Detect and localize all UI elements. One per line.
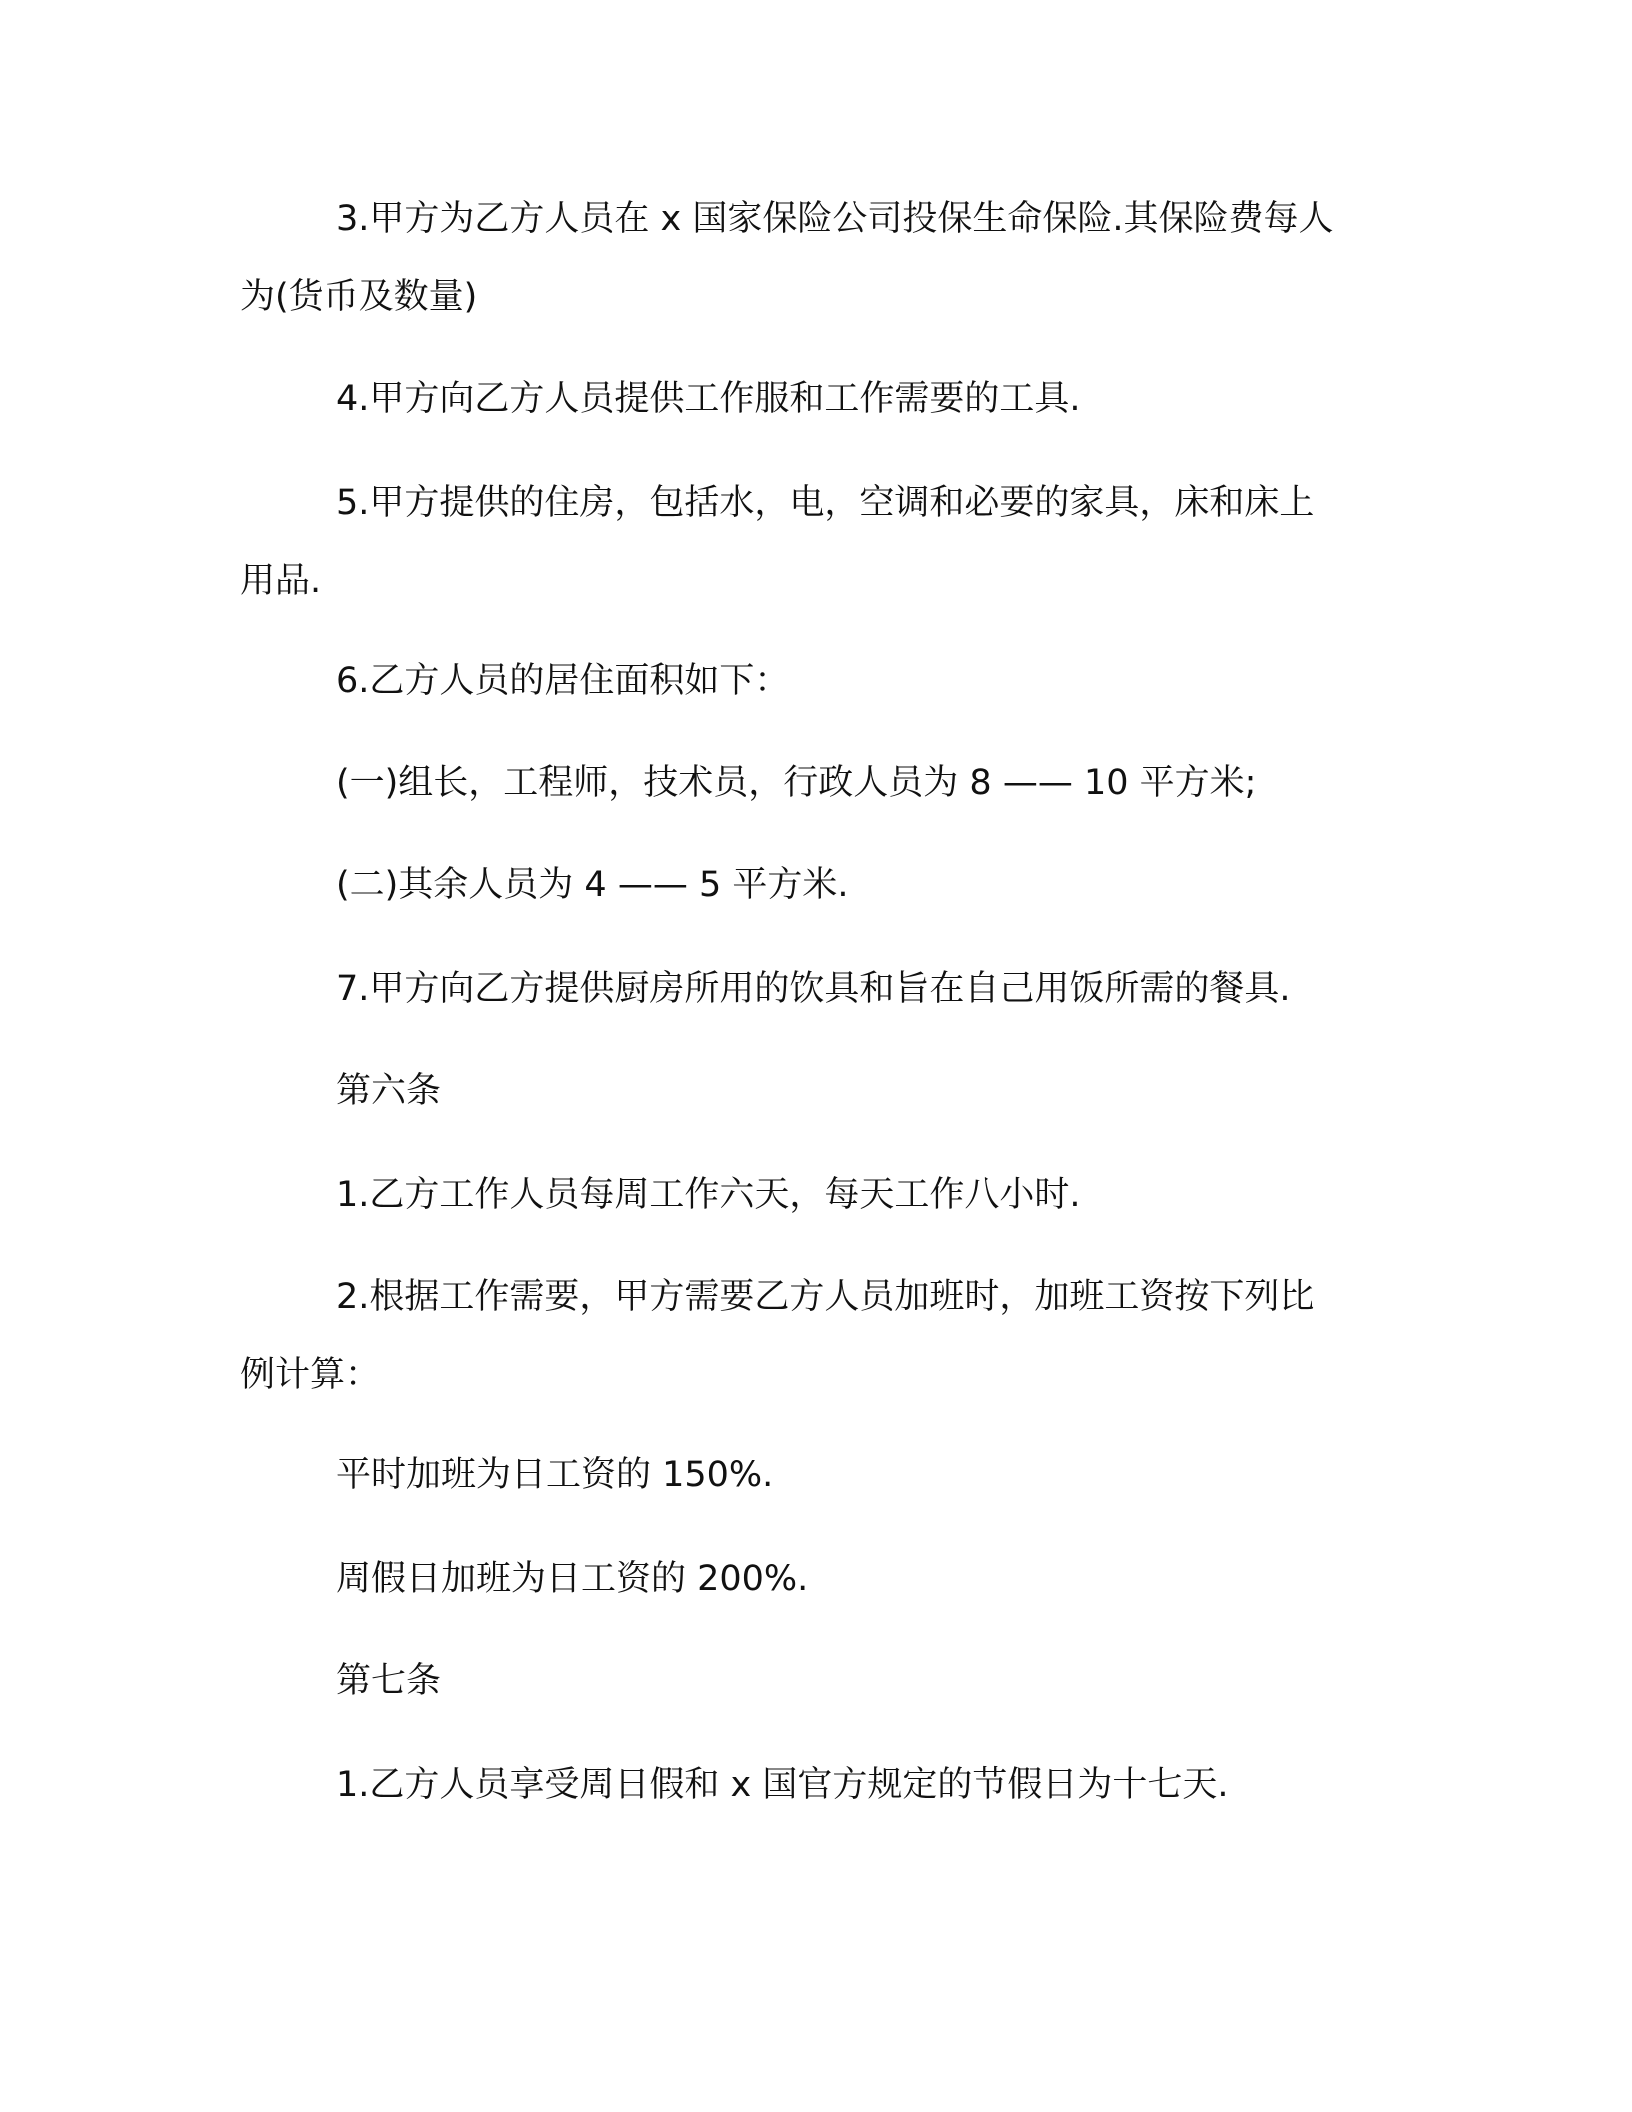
paragraph-living-area [240,642,1390,720]
text-line: 6.乙方人员的居住面积如下： [336,661,790,701]
text-line: 3.甲方为乙方人员在 x 国家保险公司投保生命保险.其保险费每人 [336,199,1334,239]
paragraph-area-group-b [240,846,1390,924]
article-heading-six [240,1052,1390,1130]
paragraph-area-group-a [240,744,1390,822]
text-line: 1.乙方工作人员每周工作六天，每天工作八小时. [336,1175,1081,1215]
text-line: 5.甲方提供的住房，包括水，电，空调和必要的家具，床和床上 [336,483,1315,523]
text-line: 为(货币及数量) [240,277,478,317]
text-line: 例计算： [240,1355,381,1395]
paragraph-work-clothes [240,360,1390,438]
paragraph-overtime [240,1258,1390,1414]
paragraph-overtime-weekday [240,1436,1390,1514]
text-line: (二)其余人员为 4 —— 5 平方米. [336,865,849,905]
paragraph-insurance [240,180,1390,336]
text-line: 周假日加班为日工资的 200%. [336,1559,809,1599]
text-line: 平时加班为日工资的 150%. [336,1455,774,1495]
text-line: 1.乙方人员享受周日假和 x 国官方规定的节假日为十七天. [336,1765,1229,1805]
text-line: 7.甲方向乙方提供厨房所用的饮具和旨在自己用饭所需的餐具. [336,969,1291,1009]
text-line: 第六条 [336,1071,442,1111]
article-heading-seven [240,1642,1390,1720]
text-line: (一)组长，工程师，技术员，行政人员为 8 —— 10 平方米; [336,763,1257,803]
paragraph-overtime-holiday [240,1540,1390,1618]
text-line: 用品. [240,561,322,601]
paragraph-housing [240,464,1390,620]
paragraph-holidays [240,1746,1390,1824]
text-line: 2.根据工作需要，甲方需要乙方人员加班时，加班工资按下列比 [336,1277,1315,1317]
paragraph-working-hours [240,1156,1390,1234]
text-line: 第七条 [336,1661,442,1701]
paragraph-kitchenware [240,950,1390,1028]
text-line: 4.甲方向乙方人员提供工作服和工作需要的工具. [336,379,1081,419]
